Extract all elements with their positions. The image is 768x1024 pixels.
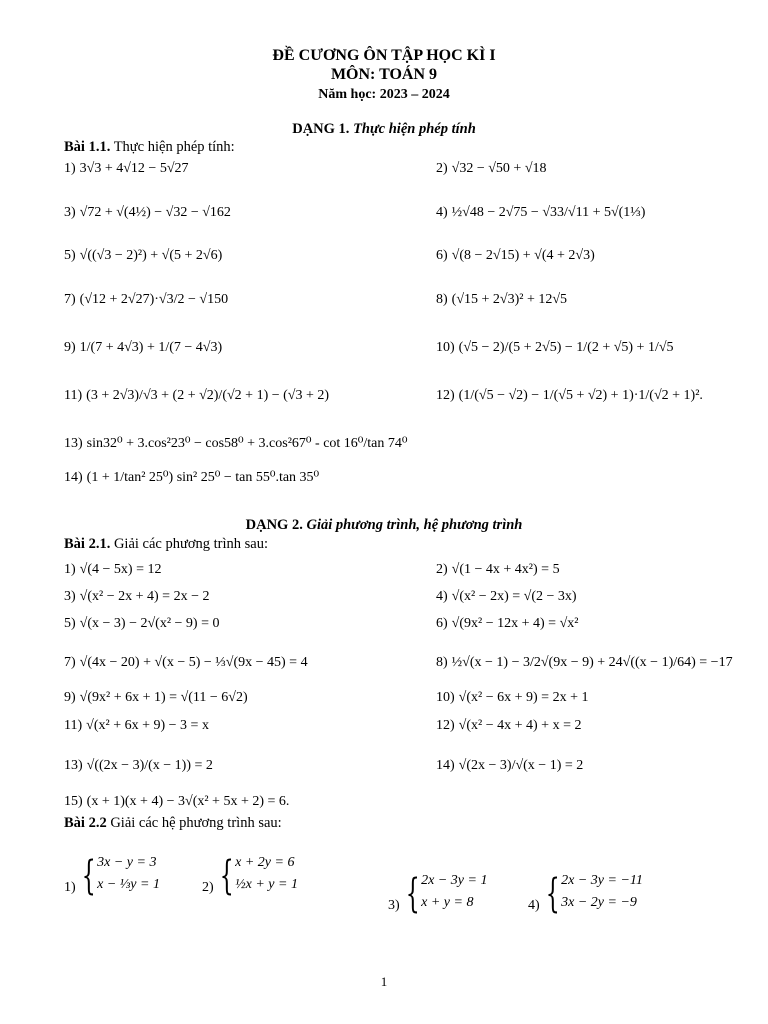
- section-1-heading: [0, 121, 768, 138]
- equation-item: 8) ½√(x − 1) − 3/2√(9x − 9) + 24√((x − 1)/64) = −17: [436, 655, 733, 670]
- problem-item: 12) (1/(√5 − √2) − 1/(√5 + √2) + 1)·1/(√2 + 1)².: [436, 388, 703, 403]
- problem-item: 11) (3 + 2√3)/√3 + (2 + √2)/(√2 + 1) − (√3 + 2): [64, 388, 330, 403]
- brace-icon: {: [405, 871, 420, 917]
- section-1-label: DẠNG 1.: [292, 121, 350, 137]
- equation-item: 13) √((2x − 3)/(x − 1)) = 2: [64, 758, 213, 773]
- equation-item: 2) √(1 − 4x + 4x²) = 5: [436, 562, 560, 577]
- exercise-2-2-heading: [64, 815, 282, 832]
- problem-item: 2) √32 − √50 + √18: [436, 161, 547, 176]
- brace-icon: {: [219, 853, 234, 899]
- doc-subject: MÔN: TOÁN 9: [330, 66, 438, 83]
- problem-item: 6) √(8 − 2√15) + √(4 + 2√3): [436, 248, 595, 263]
- equation-item: 12) √(x² − 4x + 4) + x = 2: [436, 718, 582, 733]
- problem-item: 14) (1 + 1/tan² 25⁰) sin² 25⁰ − tan 55⁰.tan 35⁰: [64, 470, 320, 485]
- equation-item: 14) √(2x − 3)/√(x − 1) = 2: [436, 758, 584, 773]
- exercise-instruction: Giải các phương trình sau:: [113, 536, 268, 552]
- equation-item: 10) √(x² − 6x + 9) = 2x + 1: [436, 690, 589, 705]
- equation-system: 3) { 2x − 3y = 1 x + y = 8: [388, 871, 488, 917]
- equation-item: 7) √(4x − 20) + √(x − 5) − ⅓√(9x − 45) = 4: [64, 655, 308, 670]
- exercise-1-1-heading: [64, 139, 235, 156]
- section-2-title: Giải phương trình, hệ phương trình: [306, 517, 523, 533]
- problem-item: 9) 1/(7 + 4√3) + 1/(7 − 4√3): [64, 340, 223, 355]
- doc-title: ĐỀ CƯƠNG ÔN TẬP HỌC KÌ I: [272, 47, 496, 64]
- equation-item: 3) √(x² − 2x + 4) = 2x − 2: [64, 589, 210, 604]
- section-2-label: DẠNG 2.: [245, 517, 303, 533]
- equation-item: 5) √(x − 3) − 2√(x² − 9) = 0: [64, 616, 220, 631]
- equation-system: 4) { 2x − 3y = −11 3x − 2y = −9: [528, 871, 643, 917]
- problem-item: 13) sin32⁰ + 3.cos²23⁰ − cos58⁰ + 3.cos²67⁰ - cot 16⁰/tan 74⁰: [64, 436, 408, 451]
- section-2-heading: [0, 517, 768, 534]
- equation-system: 1) { 3x − y = 3 x − ⅓y = 1: [64, 853, 160, 899]
- equation-system: 2) { x + 2y = 6 ½x + y = 1: [202, 853, 298, 899]
- doc-school-year: Năm học: 2023 – 2024: [318, 87, 450, 102]
- problem-item: 3) √72 + √(4½) − √32 − √162: [64, 205, 231, 220]
- problem-item: 1) 3√3 + 4√12 − 5√27: [64, 161, 189, 176]
- page-number: 1: [380, 974, 388, 989]
- problem-item: 10) (√5 − 2)/(5 + 2√5) − 1/(2 + √5) + 1/√5: [436, 340, 674, 355]
- problem-item: 4) ½√48 − 2√75 − √33/√11 + 5√(1⅓): [436, 205, 646, 220]
- exercise-label: Bài 1.1.: [64, 139, 111, 155]
- equation-item: 11) √(x² + 6x + 9) − 3 = x: [64, 718, 209, 733]
- exercise-2-1-heading: [64, 536, 268, 553]
- exercise-instruction: Giải các hệ phương trình sau:: [110, 815, 282, 831]
- equation-item: 9) √(9x² + 6x + 1) = √(11 − 6√2): [64, 690, 248, 705]
- exercise-label: Bài 2.1.: [64, 536, 111, 552]
- equation-item: 1) √(4 − 5x) = 12: [64, 562, 162, 577]
- problem-item: 8) (√15 + 2√3)² + 12√5: [436, 292, 568, 307]
- exercise-label: Bài 2.2: [64, 815, 107, 831]
- equation-item: 15) (x + 1)(x + 4) − 3√(x² + 5x + 2) = 6.: [64, 794, 290, 809]
- exercise-instruction: Thực hiện phép tính:: [113, 139, 235, 155]
- problem-item: 7) (√12 + 2√27)·√3/2 − √150: [64, 292, 229, 307]
- equation-item: 4) √(x² − 2x) = √(2 − 3x): [436, 589, 577, 604]
- equation-item: 6) √(9x² − 12x + 4) = √x²: [436, 616, 579, 631]
- section-1-title: Thực hiện phép tính: [353, 121, 476, 137]
- problem-item: 5) √((√3 − 2)²) + √(5 + 2√6): [64, 248, 223, 263]
- brace-icon: {: [81, 853, 96, 899]
- brace-icon: {: [545, 871, 560, 917]
